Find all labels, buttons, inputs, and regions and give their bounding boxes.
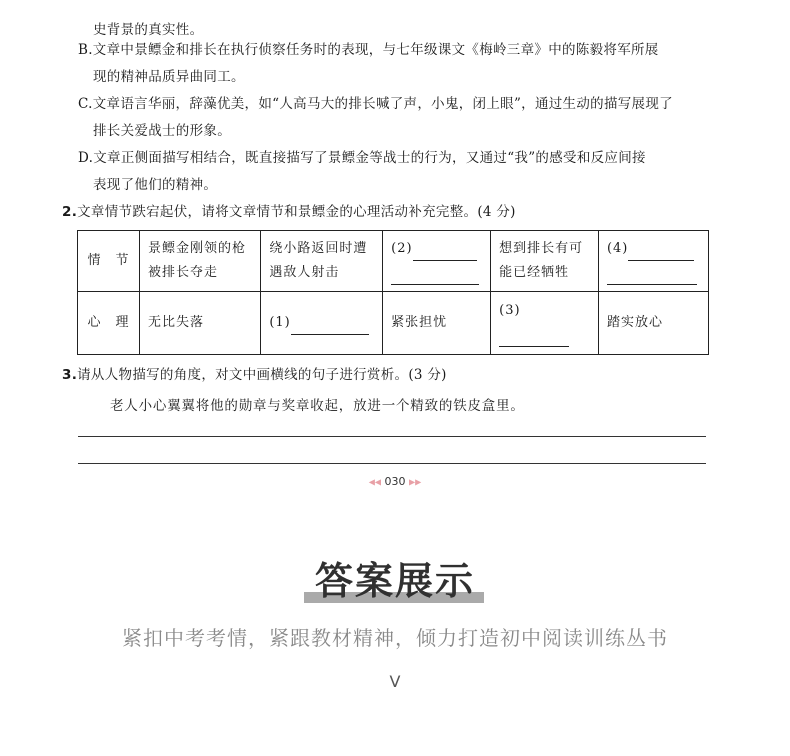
table-cell: 想到排长有可能已经牺牲 [491, 231, 599, 292]
option-b [78, 37, 710, 91]
answer-blank[interactable] [607, 268, 697, 285]
option-a-tail: 史背景的真实性。 [93, 22, 204, 38]
option-d-line2: 表现了他们的精神。 [93, 177, 218, 193]
banner-subtitle: 紧扣中考考情，紧跟教材精神，倾力打造初中阅读训练丛书 [122, 626, 668, 650]
page-number [0, 475, 790, 488]
answer-cell-4 [598, 231, 708, 292]
blank-label: (1) [269, 315, 291, 330]
plot-psychology-table [77, 230, 709, 355]
answer-line[interactable] [78, 463, 706, 464]
answer-cell-3 [491, 292, 599, 355]
blank-label: (3) [499, 303, 521, 318]
answer-blank[interactable] [391, 268, 479, 285]
banner-title: 答案展示 [314, 559, 475, 603]
answer-cell-1 [261, 292, 383, 355]
blank-label: (4) [606, 241, 629, 256]
option-d-line1: D.文章正侧面描写相结合，既直接描写了景鳔金等战士的行为，又通过“我”的感受和反应间接 [78, 150, 646, 166]
answer-blank[interactable] [499, 330, 569, 347]
row-header-psychology: 心 理 [78, 292, 140, 355]
blank-label: (2) [391, 241, 413, 256]
question-3-number: 3. [62, 367, 78, 383]
question-3-text: 请从人物描写的角度，对文中画横线的句子进行赏析。(3 分) [77, 367, 447, 383]
question-3 [62, 365, 447, 385]
question-2-text: 文章情节跌宕起伏，请将文章情节和景鳔金的心理活动补充完整。(4 分) [77, 204, 516, 220]
table-cell: 紧张担忧 [383, 292, 491, 355]
left-arrow-icon: ◀◀ [368, 477, 381, 487]
option-d [78, 145, 710, 199]
page-number-text: 030 [384, 475, 406, 488]
table-cell: 踏实放心 [598, 292, 708, 355]
answer-line[interactable] [78, 436, 706, 437]
option-b-line1: B.文章中景鳔金和排长在执行侦察任务时的表现，与七年级课文《梅岭三章》中的陈毅将军所展 [78, 42, 659, 58]
table-row [78, 231, 709, 292]
option-c [78, 91, 710, 145]
quoted-sentence: 老人小心翼翼将他的勋章与奖章收起，放进一个精致的铁皮盒里。 [110, 398, 525, 414]
table-cell: 景鳔金刚领的枪被排长夺走 [139, 231, 260, 292]
chevron-down-icon[interactable]: V [389, 672, 401, 691]
question-2-number: 2. [62, 204, 78, 220]
table-cell: 绕小路返回时遭遇敌人射击 [261, 231, 383, 292]
answer-blank[interactable] [628, 244, 694, 261]
row-header-plot: 情 节 [78, 231, 140, 292]
answer-blank[interactable] [291, 318, 369, 335]
table-row [78, 292, 709, 355]
right-arrow-icon: ▶▶ [409, 477, 422, 487]
answer-banner [0, 558, 790, 604]
table-cell: 无比失落 [139, 292, 260, 355]
option-c-line1: C.文章语言华丽，辞藻优美，如“人高马大的排长喊了声，小鬼，闭上眼”，通过生动的描写展现了 [78, 96, 673, 112]
option-c-line2: 排长关爱战士的形象。 [93, 123, 231, 139]
answer-blank[interactable] [413, 244, 477, 261]
question-2 [62, 202, 516, 222]
answer-cell-2 [383, 231, 491, 292]
option-b-line2: 现的精神品质异曲同工。 [93, 69, 245, 85]
